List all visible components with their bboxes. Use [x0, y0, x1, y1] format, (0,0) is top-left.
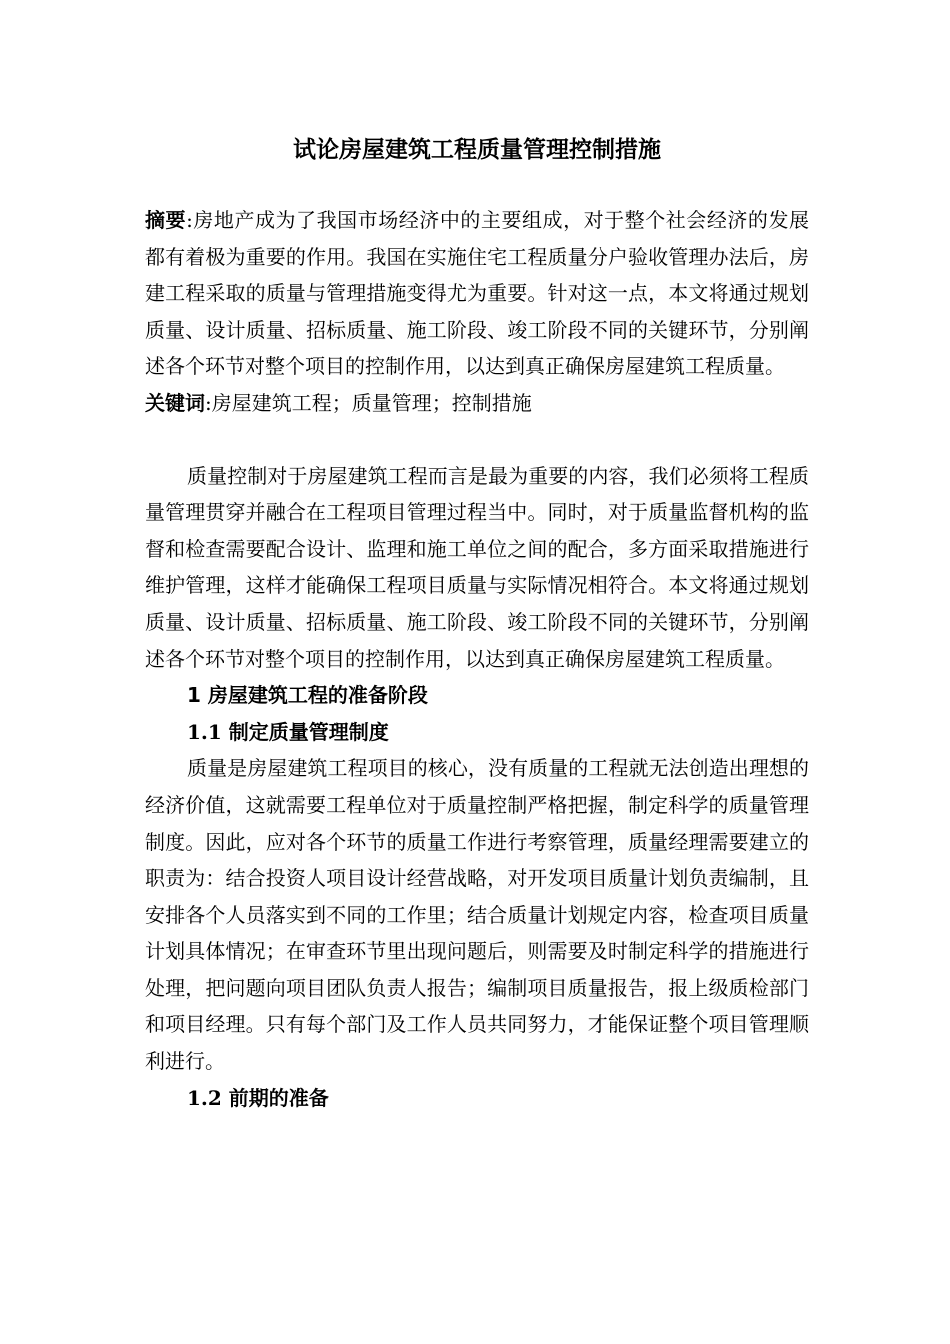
section-gap: [145, 422, 809, 458]
keywords-label: 关键词: [145, 390, 205, 415]
intro-paragraph: 质量控制对于房屋建筑工程而言是最为重要的内容，我们必须将工程质量管理贯穿并融合在工程项目管理过程当中。同时，对于质量监督机构的监督和检查需要配合设计、监理和施工单位之间的配合，多方面采取措施进行维护管理，这样才能确保工程项目质量与实际情况相符合。本文将通过规划质量、设计质量、招标质量、施工阶段、竣工阶段不同的关键环节，分别阐述各个环节对整个项目的控制作用，以达到真正确保房屋建筑工程质量。: [145, 463, 809, 671]
keywords-paragraph: [145, 385, 809, 422]
section-1-2-heading: 1.2 前期的准备: [187, 1085, 329, 1110]
section-1-heading: 1 房屋建筑工程的准备阶段: [187, 683, 428, 708]
section-1-1-paragraph: 质量是房屋建筑工程项目的核心，没有质量的工程就无法创造出理想的经济价值，这就需要工程单位对于质量控制严格把握，制定科学的质量管理制度。因此，应对各个环节的质量工作进行考察管理，质量经理需要建立的职责为：结合投资人项目设计经营战略，对开发项目质量计划负责编制，且安排各个人员落实到不同的工作里；结合质量计划规定内容，检查项目质量计划具体情况；在审查环节里出现问题后，则需要及时制定科学的措施进行处理，把问题向项目团队负责人报告；编制项目质量报告，报上级质检部门和项目经理。只有每个部门及工作人员共同努力，才能保证整个项目管理顺利进行。: [145, 756, 809, 1074]
document-page: [145, 128, 809, 1116]
abstract-label: 摘要: [145, 208, 187, 232]
document-title: 试论房屋建筑工程质量管理控制措施: [293, 137, 661, 163]
abstract-paragraph: [145, 202, 809, 385]
keywords-text: 房屋建筑工程；质量管理；控制措施: [211, 390, 532, 415]
keywords-separator: :: [205, 390, 212, 415]
section-1-1-heading: 1.1 制定质量管理制度: [187, 719, 389, 744]
abstract-text: 房地产成为了我国市场经济中的主要组成，对于整个社会经济的发展都有着极为重要的作用。我国在实施住宅工程质量分户验收管理办法后，房建工程采取的质量与管理措施变得尤为重要。针对这一点，本文将通过规划质量、设计质量、招标质量、施工阶段、竣工阶段不同的关键环节，分别阐述各个环节对整个项目的控制作用，以达到真正确保房屋建筑工程质量。: [145, 208, 809, 379]
abstract-separator: :: [186, 208, 193, 232]
